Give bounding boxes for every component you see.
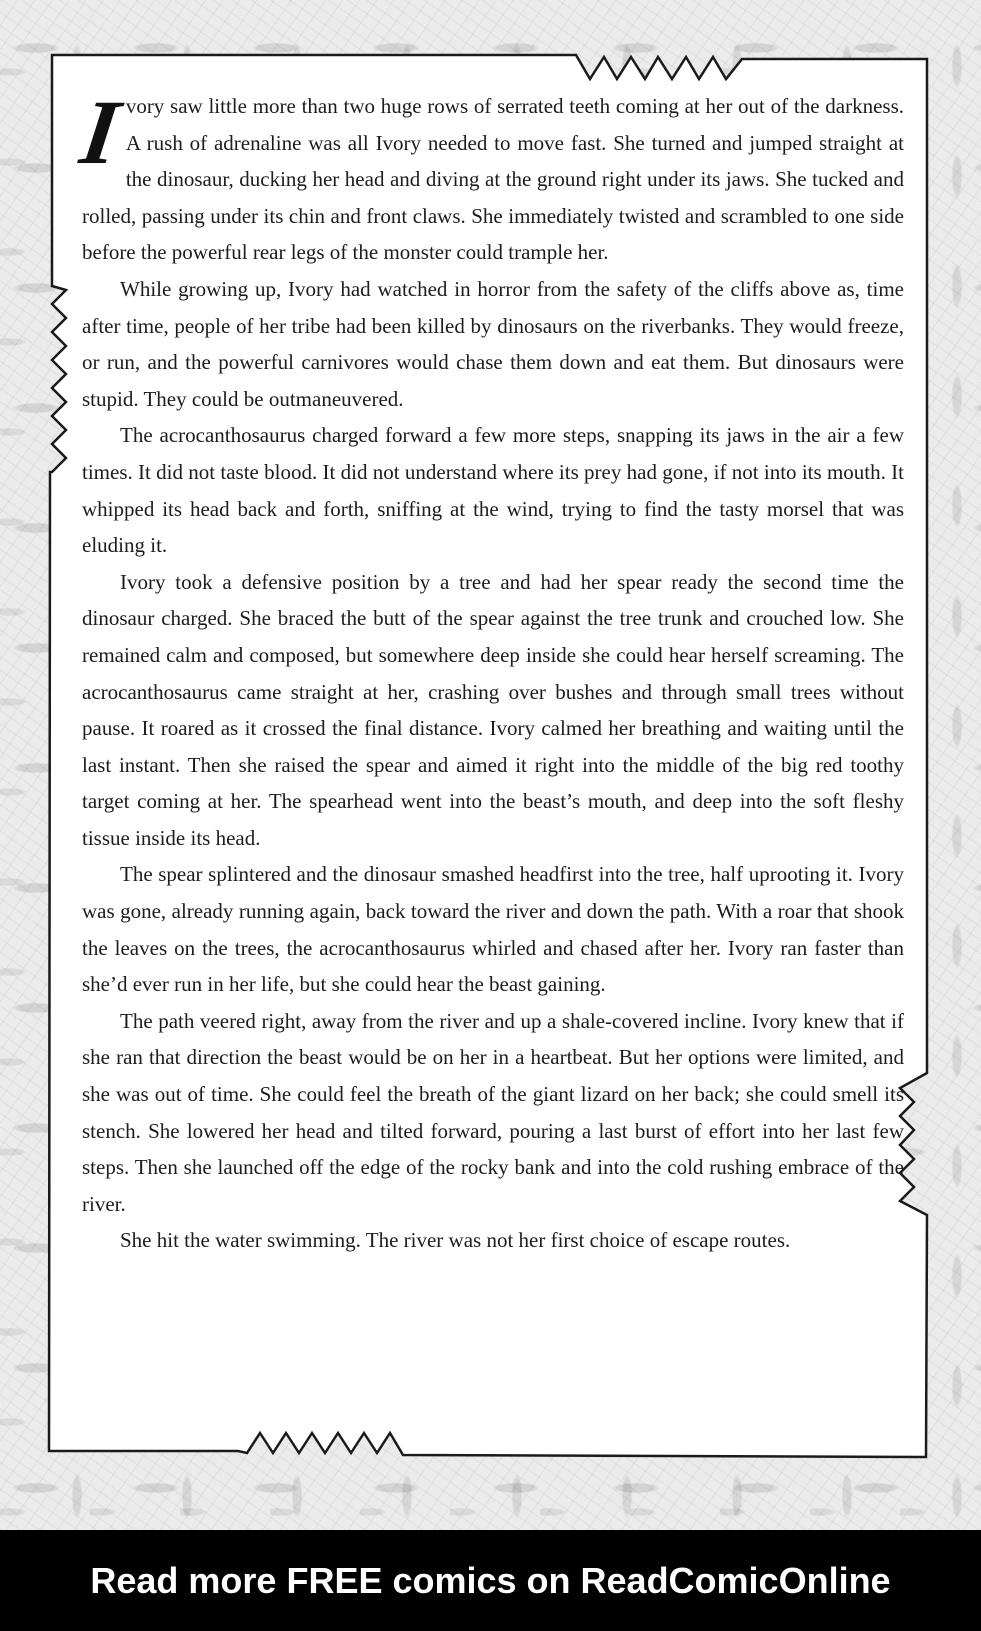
promo-banner[interactable] [0,1530,981,1631]
paragraph-text: vory saw little more than two huge rows of serrated teeth coming at her out of the darkness. A rush of adrenaline was all Ivory needed to move fast. She turned and jumped straight at the dinosaur, ducking her head and diving at the ground right under its jaws. She tucked and rolled, passing under its chin and front claws. She immediately twisted and scrambled to one side before the powerful rear legs of the monster could trample her. [82,94,904,265]
story-paragraph: While growing up, Ivory had watched in horror from the safety of the cliffs above as, time after time, people of her tribe had been killed by dinosaurs on the riverbanks. They would freeze, or run, and the powerful carnivores would chase them down and eat them. But dinosaurs were stupid. They could be outmaneuvered. [82,276,904,411]
drop-cap: I [75,81,126,183]
story-paragraph [75,81,904,271]
story-text [75,81,904,1259]
story-paragraph: The path veered right, away from the river and up a shale-covered incline. Ivory knew that if she ran that direction the beast would be on her in a heartbeat. But her options were limited, and she was out of time. She could feel the breath of the giant lizard on her back; she could smell its stench. She lowered her head and tilted forward, pouring a last burst of effort into her last few steps. Then she launched off the edge of the rocky bank and into the cold rushing embrace of the river. [82,1008,904,1216]
story-paragraph: The acrocanthosaurus charged forward a few more steps, snapping its jaws in the air a few times. It did not taste blood. It did not understand where its prey had gone, if not into its mouth. It whipped its head back and forth, sniffing at the wind, trying to find the tasty morsel that was eluding it. [82,423,904,558]
story-paragraph: The spear splintered and the dinosaur smashed headfirst into the tree, half uprooting it. Ivory was gone, already running again, back toward the river and down the path. With a roar that shook the leaves on the trees, the acrocanthosaurus whirled and chased after her. Ivory ran faster than she’d ever run in her life, but she could hear the beast gaining. [82,862,904,997]
story-paragraph: Ivory took a defensive position by a tree and had her spear ready the second time the dinosaur charged. She braced the butt of the spear against the tree trunk and crouched low. She remained calm and composed, but somewhere deep inside she could hear herself screaming. The acrocanthosaurus came straight at her, crashing over bushes and through small trees without pause. It roared as it crossed the final distance. Ivory calmed her breathing and waiting until the last instant. Then she raised the spear and aimed it right into the middle of the big red toothy target coming at her. The spearhead went into the beast’s mouth, and deep into the soft fleshy tissue inside its head. [82,569,904,850]
story-paragraph: She hit the water swimming. The river was not her first choice of escape routes. [120,1228,791,1253]
promo-banner-text[interactable]: Read more FREE comics on ReadComicOnline [90,1559,891,1601]
